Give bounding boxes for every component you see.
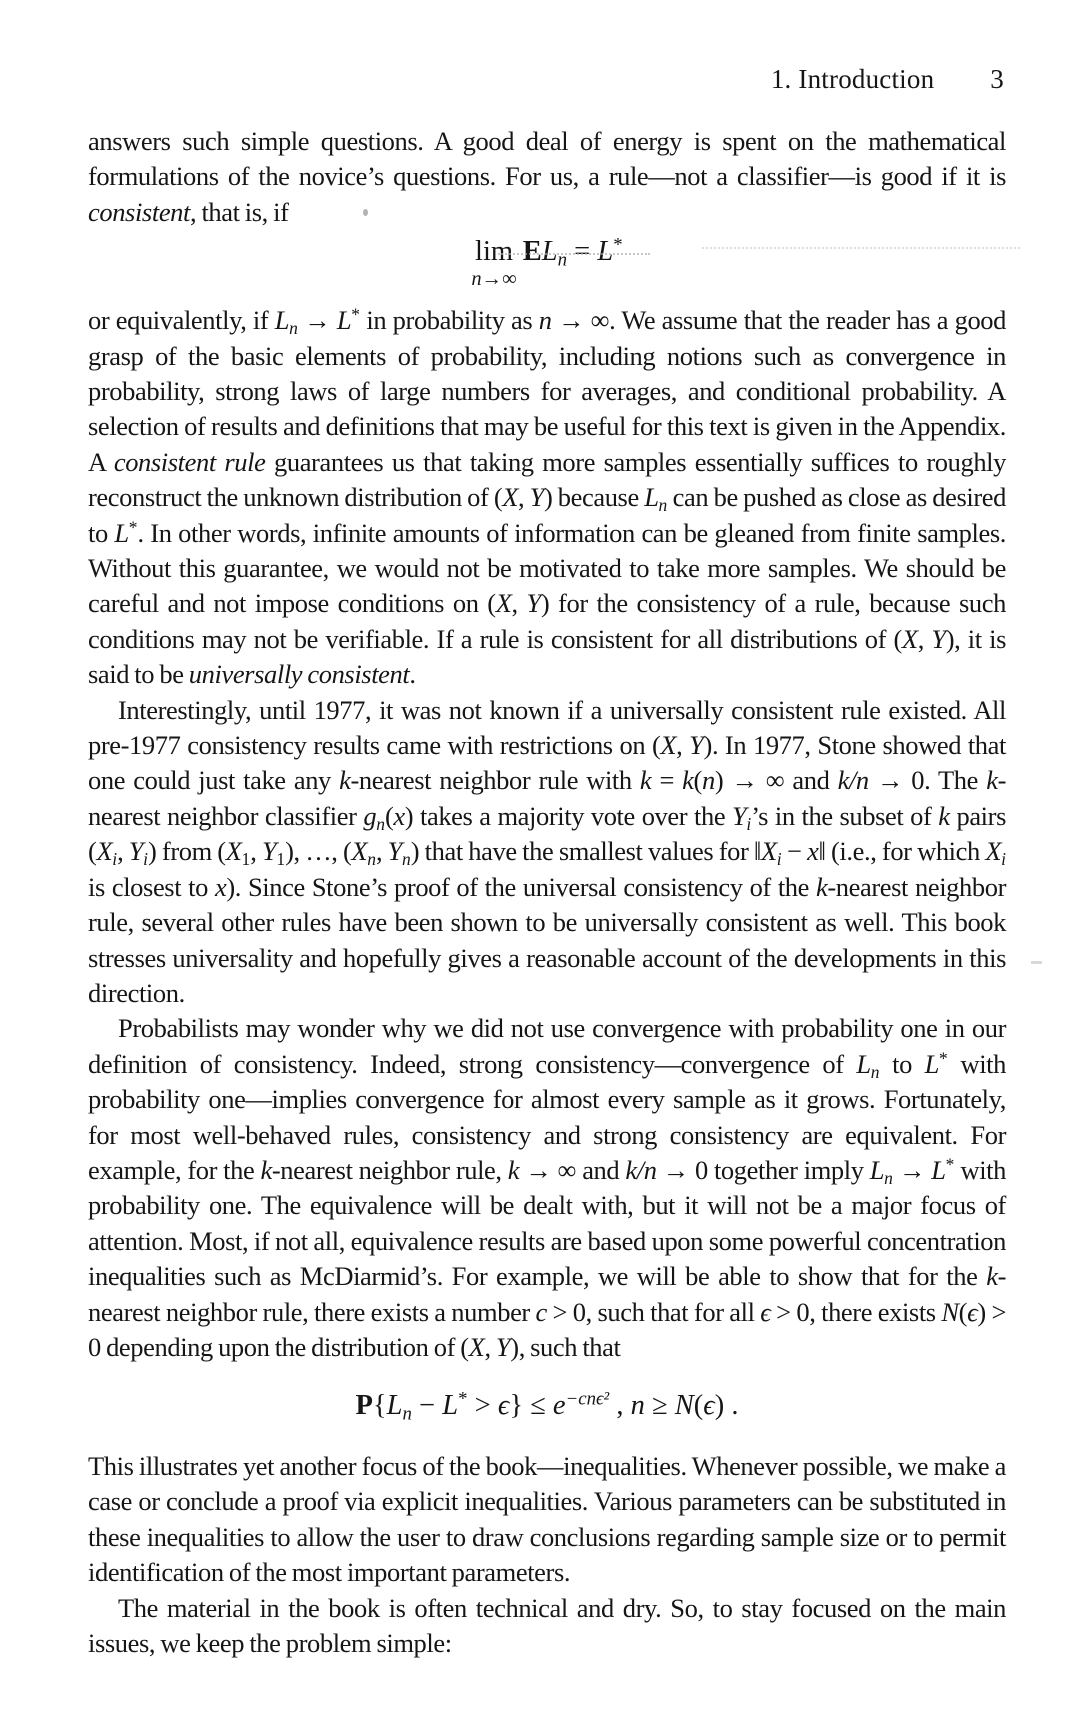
text-run: n [557, 249, 568, 271]
text-run: →∞ [481, 268, 517, 291]
text-run: x [214, 871, 227, 902]
paragraph [88, 303, 1006, 692]
text-run: , [511, 588, 527, 619]
text-run: 1 [276, 849, 286, 870]
text-run: > 0, such that for all [546, 1296, 761, 1327]
text-run: ( [693, 765, 702, 796]
text-run: , [484, 1331, 496, 1362]
text-run: -nearest neighbor rule, there exists a number [88, 1261, 1006, 1327]
text-run: ) > 0 depending upon the distribution of ( [88, 1296, 1006, 1362]
text-run: pairs ( [88, 800, 1006, 867]
text-run: i [143, 849, 148, 870]
text-run: X [351, 836, 368, 867]
text-run: n [870, 1061, 880, 1082]
text-run: answers such simple questions. A good deal of energy is spent on the mathematical formulations of the novice’s questions. For us, a rule—not a classifier—is good if it is [88, 126, 1006, 192]
text-run: , [676, 730, 690, 761]
text-run: ) for the consistency of a rule, because such conditions may not be verifiable. If a rule is consistent for all distributions of ( [88, 588, 1006, 654]
text-run: n [538, 305, 552, 336]
bold-math-symbol: E [522, 236, 542, 268]
text-run: ). In 1977, Stone showed that one could just take any [88, 730, 1006, 796]
text-run: . [409, 659, 416, 690]
text-run: X [468, 1331, 485, 1362]
text-run: ). Since Stone’s proof of the universal consistency of the [226, 871, 816, 902]
text-run: -nearest neighbor classifier [88, 765, 1006, 831]
text-run: This illustrates yet another focus of the book—inequalities. Whenever possible, we make a case or conclude a proof via explicit inequalities. Various parameters can be substituted in these inequalities to allow the user to draw conclusions regarding sample size or to permit identification of the most important parameters. [88, 1451, 1006, 1588]
text-run: ), it is said to be [88, 623, 1006, 690]
text-run: L [644, 482, 659, 513]
text-run: L [336, 305, 352, 336]
text-run: to [879, 1048, 925, 1079]
text-run: L [931, 1154, 946, 1185]
text-run: , [917, 623, 932, 654]
text-run: n [471, 268, 482, 291]
text-run: ≥ [644, 1390, 675, 1422]
text-run: ) takes a majority vote over the [404, 800, 732, 831]
text-run: -nearest neighbor rule, several other rules have been shown to be universally consistent as well. This book stresses universality and hopefully gives a reasonable account of the developments in this direction. [88, 871, 1007, 1008]
text-run: x [807, 836, 819, 867]
text-run: −cnϵ² [565, 1388, 610, 1410]
text-run: X [495, 588, 512, 619]
text-run: ) because [543, 482, 645, 513]
limit-equation [88, 234, 1006, 291]
text-run: L [541, 236, 558, 268]
text-run: k [339, 765, 351, 796]
text-run: * [945, 1154, 955, 1175]
text-run: ϵ [703, 1390, 715, 1422]
text-run: − [411, 1390, 443, 1422]
text-run: , [375, 836, 388, 867]
text-run: universally consistent [188, 659, 410, 690]
text-run: L [869, 1154, 885, 1185]
text-run: n [376, 813, 385, 834]
text-run: k [815, 871, 828, 902]
text-run: X [760, 836, 777, 867]
text-run: X [985, 836, 1002, 867]
text-run: n [402, 1403, 412, 1425]
text-run: e [552, 1390, 566, 1422]
text-run: Y [387, 836, 403, 867]
paragraph [88, 124, 1006, 230]
text-run: k [260, 1154, 272, 1185]
text-run: n [402, 849, 411, 870]
text-run: → [892, 1154, 932, 1185]
text-run: is closest to [88, 871, 215, 902]
paragraph [88, 1011, 1006, 1365]
text-run: in probability as [359, 305, 539, 336]
text-run: X [660, 730, 677, 761]
text-run: , [518, 482, 530, 513]
text-run: → ∞ and [519, 1154, 626, 1185]
text-run: ( [693, 1390, 704, 1422]
text-run: g [363, 800, 377, 831]
paragraph [88, 1591, 1006, 1662]
text-run: L [274, 305, 290, 336]
text-run: i [112, 849, 118, 870]
text-run: k [507, 1154, 520, 1185]
text-run: n [884, 1167, 893, 1188]
text-run: ’s in the subset of [751, 800, 939, 831]
text-run: , [117, 836, 129, 867]
text-run: n [289, 318, 298, 339]
text-run: L [924, 1048, 940, 1079]
text-run: i [1001, 849, 1006, 870]
text-run: X [225, 836, 242, 867]
text-run: − [781, 836, 808, 867]
text-run: c [535, 1296, 547, 1327]
text-run: . In other words, infinite amounts of information can be gleaned from finite samples. Without this guarantee, we would not be motivated to take more samples. We should be careful and not impose conditions on ( [88, 517, 1006, 619]
text-run: > [467, 1390, 498, 1422]
bold-math-symbol: P [355, 1390, 373, 1422]
text-run: -nearest neighbor rule, [271, 1154, 508, 1185]
text-run: , [250, 836, 262, 867]
page-number: 3 [990, 64, 1004, 94]
text-run: → 0 together imply [656, 1154, 870, 1185]
text-run: Y [495, 1331, 511, 1362]
limit-operator [471, 237, 516, 290]
text-run: X [96, 836, 113, 867]
text-run: ϵ [967, 1296, 978, 1327]
page-body [88, 124, 1006, 1661]
text-run: i [746, 813, 752, 834]
text-run: * [351, 304, 360, 325]
text-run: k [986, 1261, 998, 1292]
chapter-title: 1. Introduction [770, 64, 935, 94]
text-run: x [393, 800, 405, 831]
text-run: k [682, 765, 694, 796]
text-run: ) → ∞ and [714, 765, 838, 796]
text-run: ) . [714, 1390, 739, 1422]
text-run: Y [931, 623, 946, 654]
text-run: ‖ (i.e., for which [818, 836, 986, 867]
text-run: L [856, 1048, 871, 1079]
text-run: L [386, 1390, 403, 1422]
text-run: N [674, 1390, 694, 1422]
text-run: Probabilists may wonder why we did not use convergence with probability one in our definition of consistency. Indeed, strong consistency—convergence of [88, 1013, 1006, 1079]
text-run: k [986, 765, 998, 796]
text-run: with probability one—implies convergence for almost every sample as it grows. Fortunately, for most well-behaved rules, consistency and strong consistency are equivalent. For example, for the [88, 1048, 1006, 1185]
text-run: X [901, 623, 918, 654]
probability-inequality-equation [88, 1388, 1006, 1424]
text-run: } ≤ [509, 1390, 553, 1422]
equation-main [522, 234, 623, 271]
text-run: k [938, 800, 950, 831]
text-run: -nearest neighbor rule with [350, 765, 640, 796]
text-run: ), …, ( [285, 836, 352, 867]
text-run: ( [384, 800, 394, 831]
text-run: * [458, 1388, 468, 1410]
text-run: L [597, 236, 614, 268]
text-run: L [114, 517, 129, 548]
text-run: * [128, 516, 138, 537]
text-run: * [613, 234, 623, 256]
text-run: * [939, 1047, 948, 1068]
text-run: = [567, 236, 598, 268]
text-run: consistent rule [113, 446, 266, 477]
text-run: Interestingly, until 1977, it was not known if a universally consistent rule existed. All pre-1977 consistency results came with restrictions on ( [88, 694, 1006, 761]
paragraph [88, 1449, 1006, 1591]
text-run: n [701, 765, 715, 796]
lim-symbol: lim [475, 236, 514, 268]
text-run: can be pushed as close as desired to [88, 482, 1007, 548]
text-run: n [367, 849, 376, 870]
text-run: The material in the book is often technical and dry. So, to stay focused on the main issues, we keep the problem simple: [88, 1592, 1006, 1659]
text-run: Y [261, 836, 277, 867]
text-run: ) from ( [148, 836, 226, 867]
text-run: → ∞. We assume that the reader has a good grasp of the basic elements of probability, including notions such as convergence in probability, strong laws of large numbers for averages, and conditional probability. A selection of results and definitions that may be useful for this text is given in the Appendix. A [88, 305, 1006, 477]
text-run: > 0, there exists [770, 1296, 942, 1327]
text-run: k/n [625, 1154, 657, 1185]
text-run: ϵ [497, 1390, 510, 1422]
text-run: n [630, 1390, 645, 1422]
text-run: Y [128, 836, 144, 867]
text-run: with probability one. The equivalence will be dealt with, but it will not be a major focus of attention. Most, if not all, equivalence results are based upon some powerful concentration inequalities such as McDiarmid’s. For example, we will be able to show that for the [88, 1154, 1006, 1292]
text-run: 1 [241, 849, 251, 870]
text-run: ( [958, 1296, 968, 1327]
text-run: Y [732, 800, 747, 831]
text-run: L [442, 1390, 459, 1422]
text-run: → 0. The [868, 765, 987, 796]
lim-subscript [471, 269, 516, 290]
text-run: consistent [88, 196, 190, 227]
text-run: Y [529, 482, 544, 513]
text-run: guarantees us that taking more samples essentially suffices to roughly reconstruct the unknown distribution of ( [88, 446, 1006, 513]
running-header [0, 64, 1004, 95]
text-run: or equivalently, if [88, 305, 275, 336]
text-run: Y [689, 730, 704, 761]
text-run: { [372, 1390, 387, 1422]
text-run: Y [526, 588, 541, 619]
text-run: N [941, 1296, 959, 1327]
text-run: → [297, 305, 337, 336]
text-run: , [609, 1390, 631, 1422]
text-run: ϵ [760, 1296, 771, 1327]
text-run: n [658, 495, 668, 516]
text-run: i [776, 849, 782, 870]
paragraph [88, 693, 1006, 1012]
scan-artifact [1031, 961, 1042, 964]
text-run: , that is, if [190, 196, 289, 227]
text-run: k/n [837, 765, 869, 796]
text-run: X [502, 482, 519, 513]
text-run: k [639, 765, 652, 796]
text-run: ) that have the smallest values for ‖ [410, 836, 761, 867]
text-run: ), such that [510, 1331, 621, 1362]
text-run: = [651, 765, 683, 796]
